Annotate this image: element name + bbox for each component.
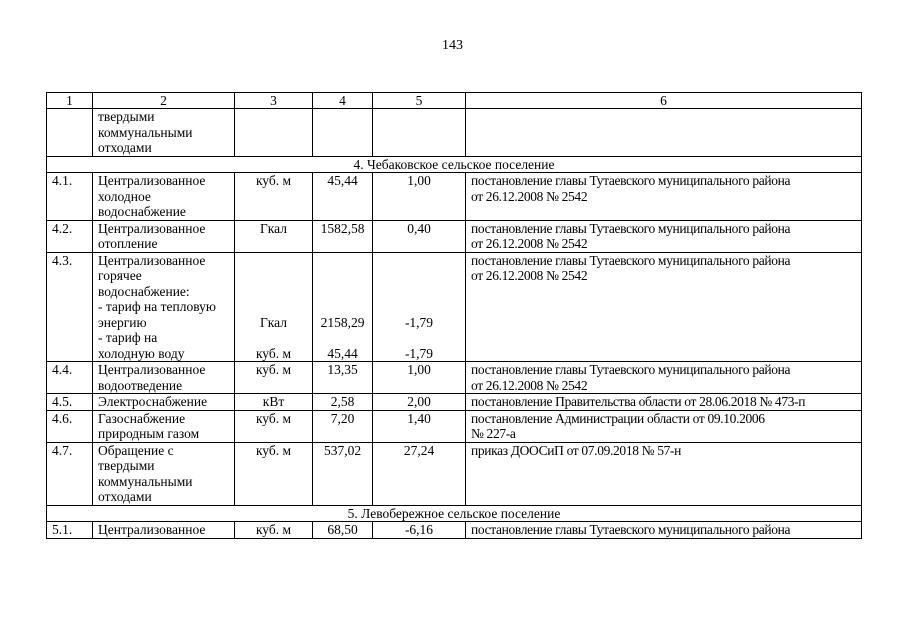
tariff-value-line (318, 330, 367, 346)
service-name-cell (93, 394, 235, 411)
header-cell-1: 1 (47, 93, 93, 109)
unit-line (240, 268, 307, 284)
service-name-line: отходами (98, 140, 152, 155)
legal-document-line: от 26.12.2008 № 2542 (471, 188, 588, 204)
change-index-cell (373, 410, 466, 442)
service-name-line: Централизованное (98, 252, 206, 268)
legal-document-line: от 26.12.2008 № 2542 (471, 268, 588, 283)
service-name-line: энергию (98, 314, 147, 330)
tariff-value-line (318, 284, 367, 300)
legal-document-line: постановление главы Тутаевского муниципального района (471, 522, 791, 537)
unit-line: Гкал (259, 220, 287, 236)
unit-line: куб. м (255, 522, 292, 537)
change-index-cell (373, 173, 466, 221)
header-cell-4: 4 (313, 93, 373, 109)
table-header (47, 93, 862, 109)
change-index-line: 0,40 (407, 220, 431, 236)
unit-line: куб. м (255, 345, 292, 361)
legal-document-line: постановление главы Тутаевского муниципального района (471, 173, 791, 188)
row-number-cell: 4.4. (47, 362, 93, 394)
unit-cell (235, 410, 313, 442)
tariff-value-line: 13,35 (327, 362, 358, 377)
tariff-value-cell (313, 109, 373, 157)
legal-document-cell (466, 394, 862, 411)
change-index-line: -1,79 (404, 314, 434, 330)
unit-cell (235, 362, 313, 394)
service-name-line: отопление (98, 236, 158, 251)
service-name-cell (93, 173, 235, 221)
legal-document-cell (466, 522, 862, 539)
section-title: 5. Левобережное сельское поселение (47, 505, 862, 522)
legal-document-cell (466, 173, 862, 221)
change-index-line: -6,16 (404, 522, 434, 537)
change-index-cell (373, 522, 466, 539)
unit-line (240, 253, 307, 269)
legal-document-line: постановление главы Тутаевского муниципального района (471, 362, 791, 377)
tariff-value-cell (313, 522, 373, 539)
service-name-cell (93, 109, 235, 157)
tariff-value-cell (313, 410, 373, 442)
section-row (47, 505, 862, 522)
legal-document-cell (466, 442, 862, 505)
tariff-value-line: 68,50 (327, 522, 358, 537)
service-name-line: коммунальными (98, 124, 193, 140)
service-name-line: Централизованное (98, 362, 206, 377)
legal-document-line: № 227-а (471, 426, 516, 441)
legal-document-line (471, 109, 856, 125)
table-row (47, 220, 862, 252)
tariff-value-cell (313, 442, 373, 505)
service-name-cell (93, 220, 235, 252)
row-number-cell: 4.6. (47, 410, 93, 442)
tariff-value-cell (313, 252, 373, 362)
tariff-value-cell (313, 362, 373, 394)
header-cell-3: 3 (235, 93, 313, 109)
change-index-line: 1,00 (407, 173, 431, 188)
change-index-cell (373, 442, 466, 505)
unit-cell (235, 220, 313, 252)
legal-document-cell (466, 220, 862, 252)
table-body (47, 109, 862, 539)
unit-line: Гкал (259, 314, 287, 330)
tariff-table (46, 92, 862, 539)
legal-document-cell (466, 252, 862, 362)
service-name-line: холодное (98, 188, 151, 204)
tariff-value-line (318, 253, 367, 269)
tariff-value-line (318, 109, 367, 125)
tariff-value-line: 2,58 (330, 394, 355, 409)
section-row (47, 156, 862, 173)
tariff-value-line: 45,44 (327, 345, 358, 361)
unit-line: кВт (262, 394, 285, 409)
service-name-cell (93, 522, 235, 539)
change-index-cell (373, 220, 466, 252)
legal-document-line: от 26.12.2008 № 2542 (471, 377, 588, 393)
tariff-value-line: 2158,29 (320, 314, 365, 330)
unit-line: куб. м (255, 362, 292, 377)
change-index-line (378, 284, 460, 300)
table-row (47, 109, 862, 157)
service-name-cell (93, 252, 235, 362)
change-index-cell (373, 362, 466, 394)
unit-cell (235, 173, 313, 221)
row-number-cell (47, 109, 93, 157)
service-name-line: Газоснабжение (98, 410, 186, 426)
unit-cell (235, 109, 313, 157)
legal-document-line: постановление главы Тутаевского муниципального района (471, 252, 791, 268)
change-index-line (378, 299, 460, 315)
table-row (47, 522, 862, 539)
unit-line: куб. м (255, 442, 292, 458)
service-name-line: холодную воду (98, 345, 185, 361)
change-index-line (378, 253, 460, 269)
section-title: 4. Чебаковское сельское поселение (47, 156, 862, 173)
header-cell-2: 2 (93, 93, 235, 109)
table-row (47, 173, 862, 221)
row-number-cell: 4.2. (47, 220, 93, 252)
service-name-line: твердыми (98, 458, 155, 473)
legal-document-line: от 26.12.2008 № 2542 (471, 236, 588, 251)
unit-line: куб. м (255, 410, 292, 426)
legal-document-line: постановление Правительства области от 28.06.2018 № 473-п (471, 394, 806, 409)
service-name-cell (93, 442, 235, 505)
table-row (47, 442, 862, 505)
row-number-cell: 4.1. (47, 173, 93, 221)
header-cell-5: 5 (373, 93, 466, 109)
service-name-line: - тариф на (98, 330, 158, 345)
service-name-line: Централизованное (98, 220, 206, 236)
row-number-cell: 5.1. (47, 522, 93, 539)
service-name-line: водоснабжение (98, 204, 186, 219)
unit-line (240, 284, 307, 300)
tariff-value-line: 537,02 (323, 442, 362, 458)
tariff-value-line (318, 268, 367, 284)
header-cell-6: 6 (466, 93, 862, 109)
service-name-line: твердыми (98, 109, 155, 124)
tariff-value-line: 7,20 (330, 410, 355, 426)
change-index-cell (373, 252, 466, 362)
row-number-cell: 4.5. (47, 394, 93, 411)
table-row (47, 394, 862, 411)
change-index-line: -1,79 (404, 345, 434, 361)
unit-line (240, 299, 307, 315)
tariff-value-line (318, 299, 367, 315)
service-name-line: природным газом (98, 426, 200, 441)
unit-cell (235, 442, 313, 505)
legal-document-cell (466, 109, 862, 157)
change-index-line (378, 330, 460, 346)
change-index-line: 2,00 (407, 394, 431, 409)
service-name-line: - тариф на тепловую (98, 299, 216, 314)
legal-document-line: постановление главы Тутаевского муниципального района (471, 220, 791, 236)
tariff-value-line: 45,44 (327, 173, 358, 188)
unit-line (240, 330, 307, 346)
service-name-line: отходами (98, 489, 152, 504)
legal-document-line: приказ ДООСиП от 07.09.2018 № 57-н (471, 442, 682, 458)
service-name-line: Обращение с (98, 442, 174, 458)
service-name-line: водоснабжение: (98, 283, 190, 299)
header-row (47, 93, 862, 109)
page-number: 143 (442, 38, 463, 53)
unit-line: куб. м (255, 173, 292, 188)
service-name-line: Централизованное (98, 522, 206, 537)
table-row (47, 252, 862, 362)
table-row (47, 410, 862, 442)
change-index-line (378, 109, 460, 125)
change-index-cell (373, 394, 466, 411)
service-name-line: Централизованное (98, 173, 206, 188)
table-row (47, 362, 862, 394)
unit-cell (235, 394, 313, 411)
row-number-cell: 4.7. (47, 442, 93, 505)
unit-cell (235, 252, 313, 362)
tariff-value-line: 1582,58 (320, 220, 365, 236)
service-name-cell (93, 410, 235, 442)
legal-document-line: постановление Администрации области от 09.10.2006 (471, 410, 765, 426)
legal-document-cell (466, 410, 862, 442)
legal-document-cell (466, 362, 862, 394)
change-index-line: 1,40 (407, 410, 431, 426)
tariff-value-cell (313, 220, 373, 252)
unit-line (240, 109, 307, 125)
tariff-value-cell (313, 394, 373, 411)
service-name-line: водоотведение (98, 377, 183, 393)
service-name-line: Электроснабжение (98, 394, 208, 409)
change-index-line: 27,24 (403, 442, 435, 458)
service-name-cell (93, 362, 235, 394)
change-index-cell (373, 109, 466, 157)
unit-cell (235, 522, 313, 539)
change-index-line (378, 268, 460, 284)
service-name-line: коммунальными (98, 473, 193, 489)
row-number-cell: 4.3. (47, 252, 93, 362)
tariff-value-cell (313, 173, 373, 221)
service-name-line: горячее (98, 268, 142, 283)
change-index-line: 1,00 (407, 362, 431, 377)
